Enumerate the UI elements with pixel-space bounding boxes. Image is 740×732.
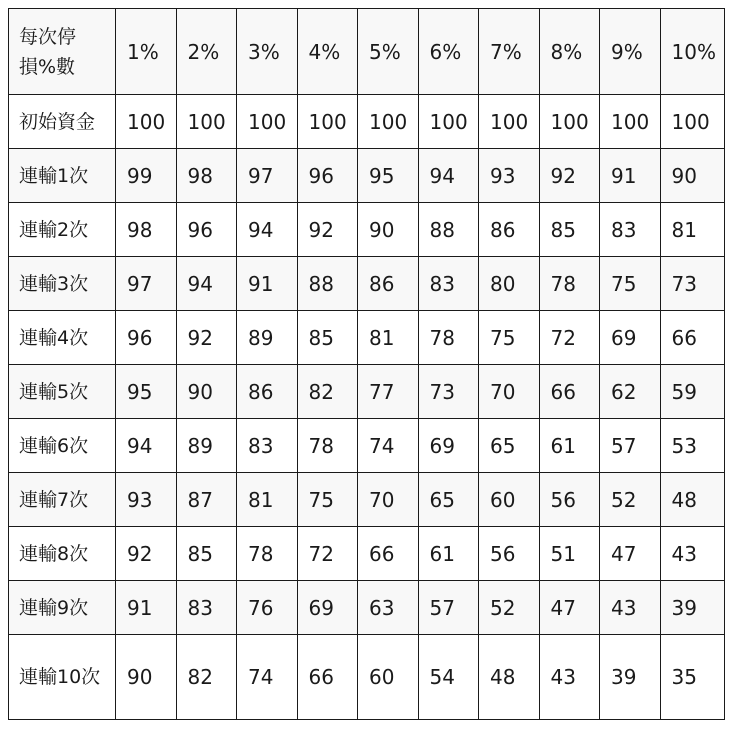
value-cell: 91 bbox=[237, 257, 298, 311]
value-cell: 90 bbox=[660, 149, 724, 203]
value-cell: 85 bbox=[539, 203, 600, 257]
value-cell: 65 bbox=[418, 473, 479, 527]
value-cell: 74 bbox=[237, 635, 298, 720]
value-cell: 88 bbox=[418, 203, 479, 257]
value-cell: 56 bbox=[539, 473, 600, 527]
value-cell: 69 bbox=[418, 419, 479, 473]
value-cell: 62 bbox=[600, 365, 661, 419]
row-label-cell: 連輸9次 bbox=[9, 581, 116, 635]
value-cell: 100 bbox=[297, 95, 358, 149]
row-label-cell: 連輸2次 bbox=[9, 203, 116, 257]
value-cell: 81 bbox=[660, 203, 724, 257]
table-row bbox=[9, 419, 725, 473]
row-label-cell: 連輸1次 bbox=[9, 149, 116, 203]
value-cell: 83 bbox=[237, 419, 298, 473]
value-cell: 78 bbox=[297, 419, 358, 473]
value-cell: 94 bbox=[418, 149, 479, 203]
value-cell: 76 bbox=[237, 581, 298, 635]
table-row bbox=[9, 635, 725, 720]
value-cell: 100 bbox=[539, 95, 600, 149]
value-cell: 93 bbox=[479, 149, 540, 203]
value-cell: 92 bbox=[539, 149, 600, 203]
value-cell: 75 bbox=[600, 257, 661, 311]
column-header-cell: 2% bbox=[176, 9, 237, 95]
value-cell: 47 bbox=[539, 581, 600, 635]
value-cell: 94 bbox=[237, 203, 298, 257]
stop-loss-table bbox=[8, 8, 725, 720]
value-cell: 85 bbox=[297, 311, 358, 365]
value-cell: 51 bbox=[539, 527, 600, 581]
value-cell: 61 bbox=[539, 419, 600, 473]
value-cell: 35 bbox=[660, 635, 724, 720]
value-cell: 66 bbox=[660, 311, 724, 365]
table-body bbox=[9, 9, 725, 720]
value-cell: 86 bbox=[479, 203, 540, 257]
value-cell: 47 bbox=[600, 527, 661, 581]
value-cell: 98 bbox=[116, 203, 177, 257]
value-cell: 80 bbox=[479, 257, 540, 311]
value-cell: 39 bbox=[600, 635, 661, 720]
column-header-cell: 10% bbox=[660, 9, 724, 95]
value-cell: 52 bbox=[600, 473, 661, 527]
table-row bbox=[9, 311, 725, 365]
value-cell: 81 bbox=[237, 473, 298, 527]
value-cell: 73 bbox=[418, 365, 479, 419]
value-cell: 86 bbox=[237, 365, 298, 419]
value-cell: 94 bbox=[116, 419, 177, 473]
table-row bbox=[9, 365, 725, 419]
row-label-cell: 連輸7次 bbox=[9, 473, 116, 527]
value-cell: 60 bbox=[479, 473, 540, 527]
column-header-cell: 4% bbox=[297, 9, 358, 95]
value-cell: 56 bbox=[479, 527, 540, 581]
value-cell: 100 bbox=[237, 95, 298, 149]
value-cell: 83 bbox=[418, 257, 479, 311]
value-cell: 78 bbox=[539, 257, 600, 311]
row-label-cell: 連輸3次 bbox=[9, 257, 116, 311]
value-cell: 82 bbox=[176, 635, 237, 720]
column-header-cell: 5% bbox=[358, 9, 419, 95]
value-cell: 96 bbox=[297, 149, 358, 203]
value-cell: 91 bbox=[600, 149, 661, 203]
value-cell: 75 bbox=[479, 311, 540, 365]
value-cell: 90 bbox=[116, 635, 177, 720]
value-cell: 43 bbox=[539, 635, 600, 720]
value-cell: 57 bbox=[418, 581, 479, 635]
value-cell: 100 bbox=[600, 95, 661, 149]
header-row bbox=[9, 9, 725, 95]
value-cell: 78 bbox=[418, 311, 479, 365]
value-cell: 48 bbox=[479, 635, 540, 720]
value-cell: 52 bbox=[479, 581, 540, 635]
column-header-cell: 7% bbox=[479, 9, 540, 95]
value-cell: 83 bbox=[176, 581, 237, 635]
value-cell: 97 bbox=[237, 149, 298, 203]
value-cell: 57 bbox=[600, 419, 661, 473]
value-cell: 95 bbox=[358, 149, 419, 203]
column-header-cell: 8% bbox=[539, 9, 600, 95]
value-cell: 69 bbox=[297, 581, 358, 635]
value-cell: 66 bbox=[539, 365, 600, 419]
value-cell: 43 bbox=[600, 581, 661, 635]
column-header-cell: 1% bbox=[116, 9, 177, 95]
column-header-cell: 3% bbox=[237, 9, 298, 95]
value-cell: 89 bbox=[237, 311, 298, 365]
table-row bbox=[9, 527, 725, 581]
value-cell: 90 bbox=[358, 203, 419, 257]
value-cell: 92 bbox=[176, 311, 237, 365]
value-cell: 92 bbox=[116, 527, 177, 581]
table-row bbox=[9, 149, 725, 203]
value-cell: 54 bbox=[418, 635, 479, 720]
value-cell: 83 bbox=[600, 203, 661, 257]
value-cell: 90 bbox=[176, 365, 237, 419]
value-cell: 81 bbox=[358, 311, 419, 365]
value-cell: 100 bbox=[660, 95, 724, 149]
value-cell: 73 bbox=[660, 257, 724, 311]
header-label-cell: 每次停損%數 bbox=[9, 9, 116, 95]
table-row bbox=[9, 473, 725, 527]
table-row bbox=[9, 95, 725, 149]
value-cell: 72 bbox=[297, 527, 358, 581]
value-cell: 77 bbox=[358, 365, 419, 419]
value-cell: 65 bbox=[479, 419, 540, 473]
column-header-cell: 9% bbox=[600, 9, 661, 95]
value-cell: 98 bbox=[176, 149, 237, 203]
value-cell: 43 bbox=[660, 527, 724, 581]
value-cell: 70 bbox=[479, 365, 540, 419]
value-cell: 69 bbox=[600, 311, 661, 365]
row-label-cell: 連輸5次 bbox=[9, 365, 116, 419]
value-cell: 70 bbox=[358, 473, 419, 527]
value-cell: 48 bbox=[660, 473, 724, 527]
value-cell: 100 bbox=[176, 95, 237, 149]
row-label-cell: 初始資金 bbox=[9, 95, 116, 149]
value-cell: 100 bbox=[479, 95, 540, 149]
value-cell: 91 bbox=[116, 581, 177, 635]
row-label-cell: 連輸8次 bbox=[9, 527, 116, 581]
value-cell: 59 bbox=[660, 365, 724, 419]
table-row bbox=[9, 581, 725, 635]
value-cell: 66 bbox=[297, 635, 358, 720]
value-cell: 97 bbox=[116, 257, 177, 311]
value-cell: 94 bbox=[176, 257, 237, 311]
value-cell: 95 bbox=[116, 365, 177, 419]
value-cell: 66 bbox=[358, 527, 419, 581]
value-cell: 53 bbox=[660, 419, 724, 473]
value-cell: 85 bbox=[176, 527, 237, 581]
value-cell: 74 bbox=[358, 419, 419, 473]
value-cell: 99 bbox=[116, 149, 177, 203]
value-cell: 86 bbox=[358, 257, 419, 311]
value-cell: 72 bbox=[539, 311, 600, 365]
value-cell: 92 bbox=[297, 203, 358, 257]
value-cell: 100 bbox=[418, 95, 479, 149]
value-cell: 89 bbox=[176, 419, 237, 473]
value-cell: 93 bbox=[116, 473, 177, 527]
row-label-cell: 連輸4次 bbox=[9, 311, 116, 365]
value-cell: 96 bbox=[176, 203, 237, 257]
value-cell: 61 bbox=[418, 527, 479, 581]
value-cell: 96 bbox=[116, 311, 177, 365]
value-cell: 100 bbox=[358, 95, 419, 149]
row-label-cell: 連輸6次 bbox=[9, 419, 116, 473]
row-label-cell: 連輸10次 bbox=[9, 635, 116, 720]
value-cell: 78 bbox=[237, 527, 298, 581]
value-cell: 39 bbox=[660, 581, 724, 635]
table-row bbox=[9, 203, 725, 257]
table-row bbox=[9, 257, 725, 311]
value-cell: 63 bbox=[358, 581, 419, 635]
value-cell: 100 bbox=[116, 95, 177, 149]
value-cell: 60 bbox=[358, 635, 419, 720]
value-cell: 87 bbox=[176, 473, 237, 527]
value-cell: 88 bbox=[297, 257, 358, 311]
column-header-cell: 6% bbox=[418, 9, 479, 95]
value-cell: 82 bbox=[297, 365, 358, 419]
value-cell: 75 bbox=[297, 473, 358, 527]
